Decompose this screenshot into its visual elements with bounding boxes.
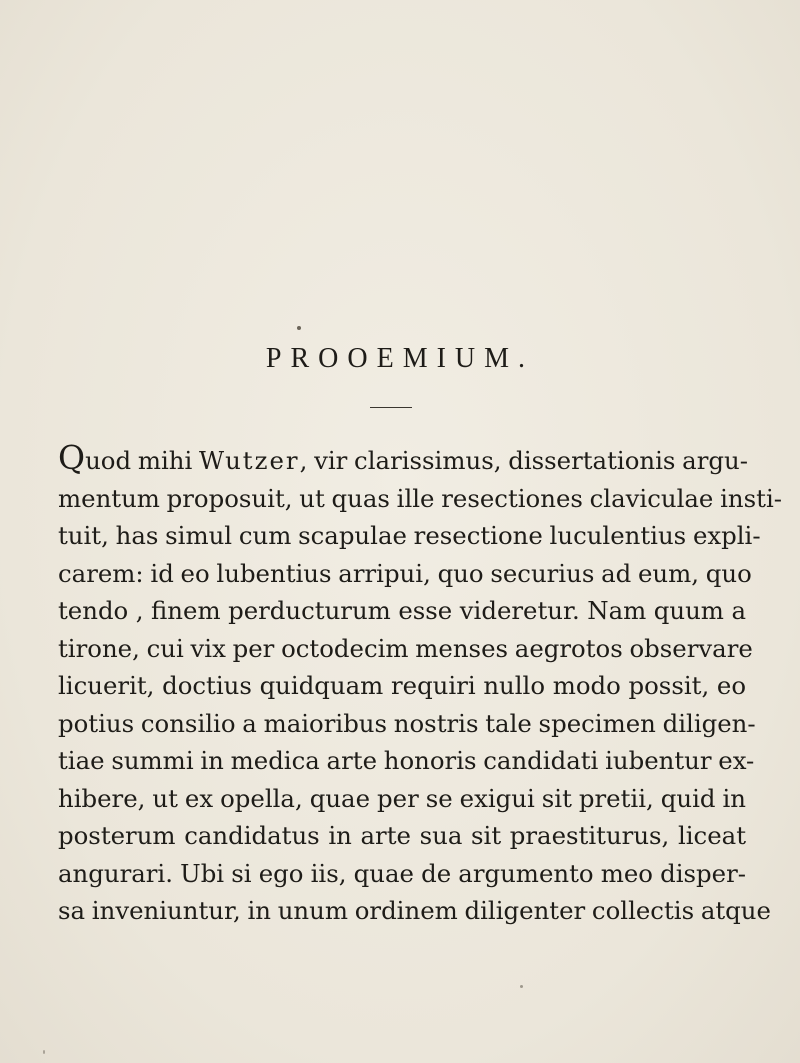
drop-cap: Q <box>58 438 86 477</box>
text-line-8: potius consilio a maioribus nostris tale specimen diligen- <box>58 708 756 738</box>
ink-speck <box>297 326 301 330</box>
ink-speck <box>520 985 523 988</box>
author-name: Wutzer <box>199 446 300 475</box>
page-title: PROOEMIUM. <box>265 343 535 374</box>
text-line-10: hibere, ut ex opella, quae per se exigui sit pretii, quid in <box>58 783 746 813</box>
text-line-7: licuerit, doctius quidquam requiri nullo modo possit, eo <box>58 671 746 700</box>
title-rule-divider <box>370 407 412 408</box>
ink-speck <box>43 1050 45 1054</box>
text-line-12: angurari. Ubi si ego iis, quae de argumento meo disper- <box>58 858 746 888</box>
text-line-5: tendo , finem perducturum esse videretur. Nam quum a <box>58 596 746 625</box>
text-fragment: , vir clarissimus, dissertationis argu- <box>299 446 748 475</box>
text-line-3: tuit, has simul cum scapulae resectione luculentius expli- <box>58 521 761 550</box>
text-line-6: tirone, cui vix per octodecim menses aegrotos observare <box>58 633 753 663</box>
text-line-9: tiae summi in medica arte honoris candidati iubentur ex- <box>58 746 755 775</box>
text-line-13: sa inveniuntur, in unum ordinem diligenter collectis atque <box>58 896 771 925</box>
text-line-11: posterum candidatus in arte sua sit praestiturus, liceat <box>58 821 746 850</box>
text-fragment: uod mihi <box>85 446 200 475</box>
text-line-2: mentum proposuit, ut quas ille resectiones claviculae insti- <box>58 483 782 513</box>
text-line-1 <box>58 438 748 480</box>
text-line-4: carem: id eo lubentius arripui, quo securius ad eum, quo <box>58 558 752 588</box>
body-paragraph <box>58 438 782 930</box>
